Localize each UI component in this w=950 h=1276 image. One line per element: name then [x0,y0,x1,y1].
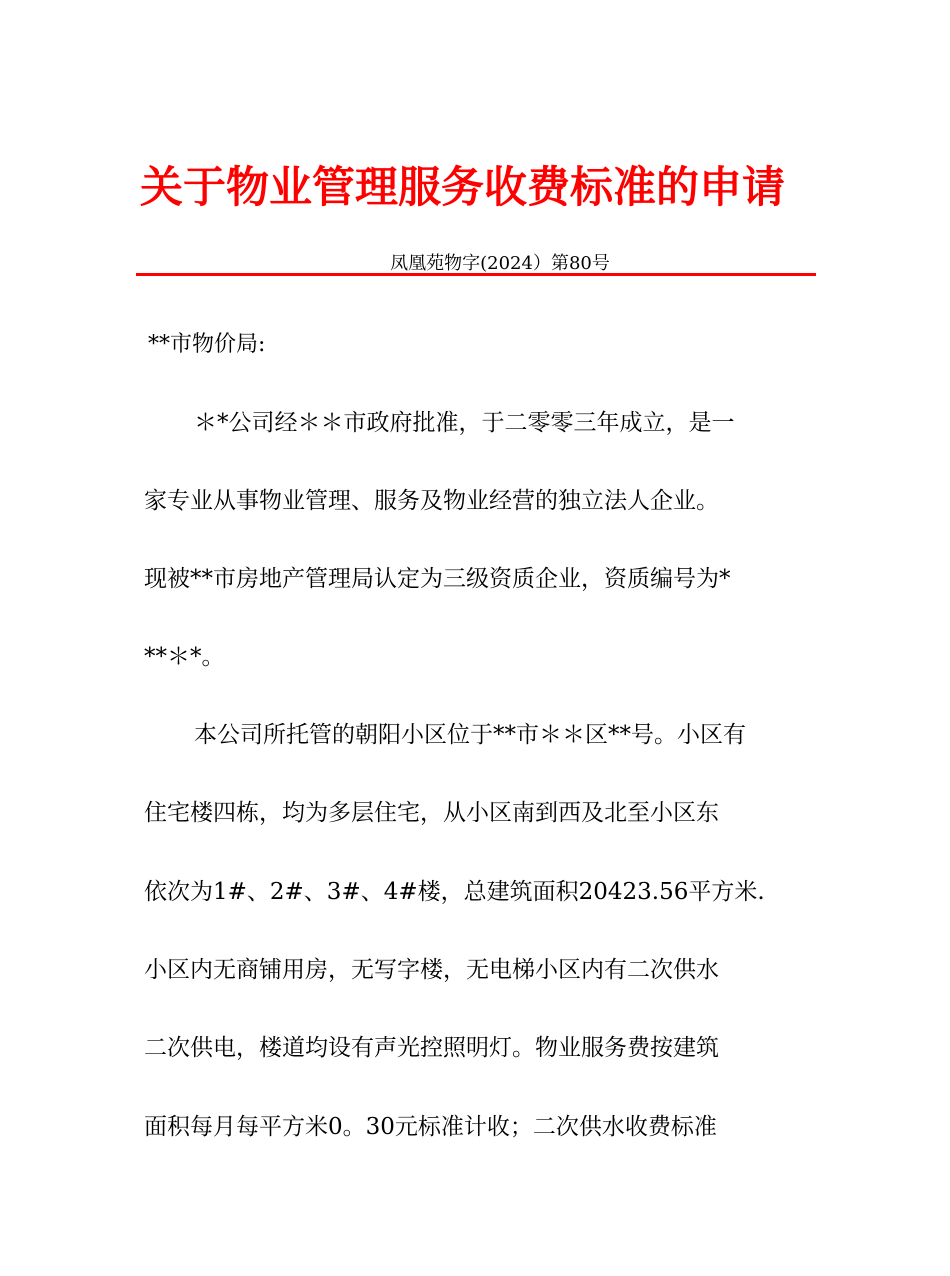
body-line: 本公司所托管的朝阳小区位于**市＊＊区**号。小区有 [194,722,746,748]
body-line: ＊*公司经＊＊市政府批准，于二零零三年成立，是一 [194,410,735,436]
document-title: 关于物业管理服务收费标准的申请 [140,163,785,213]
body-line: 依次为1#、2#、3#、4#楼，总建筑面积20423.56平方米. [144,879,765,905]
body-line: 二次供电，楼道均设有声光控照明灯。物业服务费按建筑 [144,1035,719,1061]
body-line: 小区内无商铺用房，无写字楼，无电梯小区内有二次供水 [144,957,719,983]
header-red-rule [136,273,816,276]
body-line: **＊*。 [144,644,225,670]
body-line: 住宅楼四栋，均为多层住宅，从小区南到西及北至小区东 [144,800,719,826]
body-line: 面积每月每平方米0。30元标准计收；二次供水收费标准 [144,1114,717,1140]
document-number: 凤凰苑物字(2024）第80号 [390,253,610,274]
body-line: 现被**市房地产管理局认定为三级资质企业，资质编号为* [144,566,731,592]
body-line: 家专业从事物业管理、服务及物业经营的独立法人企业。 [144,488,719,514]
salutation: **市物价局: [148,332,266,357]
